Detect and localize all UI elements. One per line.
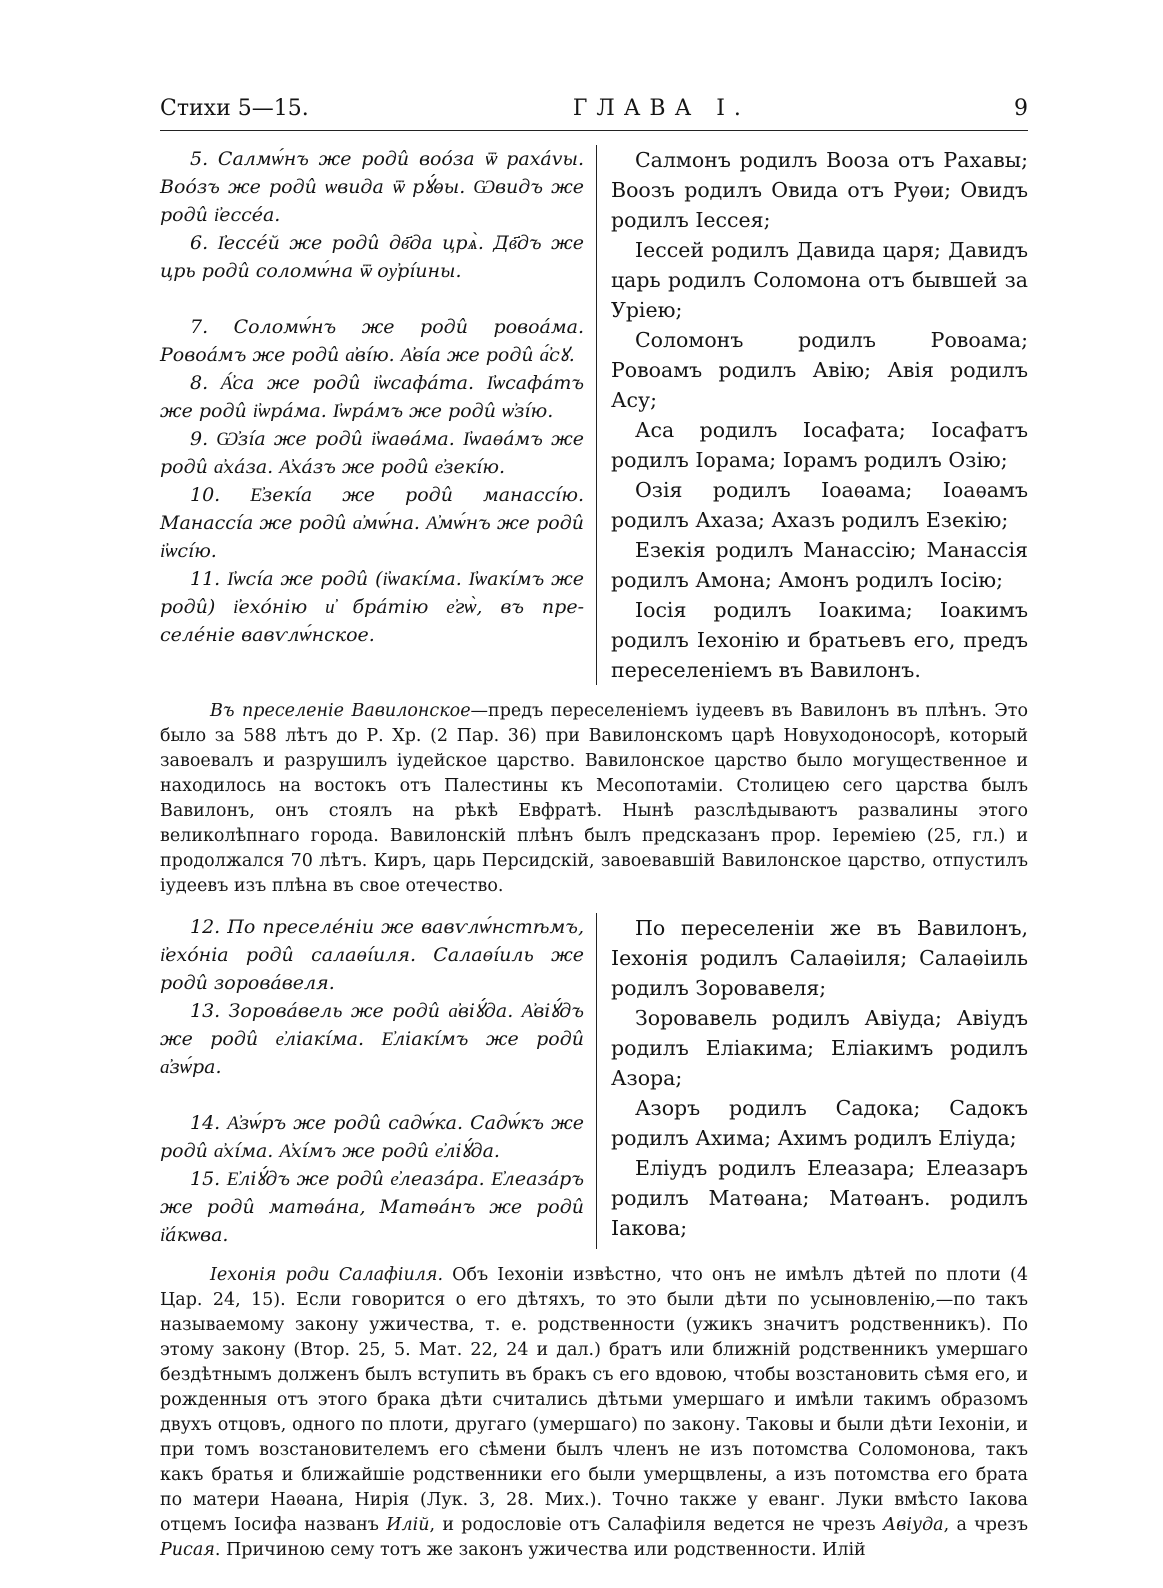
russian-verse: Азоръ родилъ Садока; Садокъ родилъ Ахима; Ахимъ родилъ Еліуда; bbox=[611, 1096, 1028, 1150]
russian-verse: Езекія родилъ Манассію; Манассія родилъ Амона; Амонъ родилъ Іосію; bbox=[611, 538, 1028, 592]
slavonic-verse: 10. Е҆зекíа же роди̂ манассі́ю. Манассíа же роди̂ а҆мѡ́на. А҆мѡ́нъ же роди̂ і҆ѡсі́ю. bbox=[160, 484, 584, 562]
commentary-text: Объ Іехоніи извѣстно, что онъ не имѣлъ дѣтей по плоти (4 Цар. 24, 15). Если говорится о его дѣтяхъ, то это были дѣти по усыновленію,—по такъ называемому закону ужичества, т. е. родственности (ужикъ значитъ родственникъ). По этому закону (Втор. 25, 5. Мат. 22, 24 и дал.) братъ или ближній родственникъ умершаго бездѣтнымъ долженъ былъ вступить въ бракъ съ его вдовою, чтобы возстановить сѣмя его, и рожденныя отъ этого брака дѣти считались дѣтьми умершаго и имѣли такимъ образомъ двухъ отцовъ, одного по плоти, другаго (умершаго) по закону. Таковы и были дѣти Іехоніи, и при томъ возстановителемъ его сѣмени былъ членъ не изъ потомства Соломонова, такъ какъ братья и ближайшіе родственники его были умерщвлены, а изъ потомства его брата по матери Наѳана, Нирія (Лук. 3, 28. Мих.). Точно также у еванг. Луки вмѣсто Іакова отцемъ Іосифа названъ bbox=[160, 1265, 1028, 1535]
commentary-text: , и родословіе отъ Салафіиля ведется не чрезъ bbox=[429, 1515, 883, 1535]
page-number: 9 bbox=[1014, 96, 1028, 121]
slavonic-column bbox=[160, 145, 597, 685]
commentary-lead: Въ преселеніе Вавилонское bbox=[210, 701, 471, 721]
russian-column bbox=[597, 145, 1028, 685]
verses-block-1 bbox=[160, 145, 1028, 685]
russian-verse: Салмонъ родилъ Вооза отъ Рахавы; Воозъ родилъ Овида отъ Руѳи; Овидъ родилъ Іессея; bbox=[611, 148, 1028, 232]
slavonic-verse: 14. А҆зѡ́ръ же роди̂ садѡ́ка. Садѡ́къ же роди̂ а҆хі́ма. А҆хі́мъ же роди̂ е҆ліꙋ́да. bbox=[160, 1112, 584, 1162]
commentary-italic: Авіуда bbox=[882, 1515, 944, 1535]
slavonic-verse: 11. І҆ѡсíа же роди̂ (і҆ѡакíма. І҆ѡакíмъ же роди̂) і҆ехóнію и҆ бра́тію е҆гѡ̀, въ пре-селе́ніе вавѵлѡ́нское. bbox=[160, 568, 584, 646]
page bbox=[160, 96, 1028, 1563]
commentary-jechoniah bbox=[160, 1263, 1028, 1563]
commentary-text: —предъ переселеніемъ іудеевъ въ Вавилонъ въ плѣнъ. Это было за 588 лѣтъ до Р. Хр. (2 Пар. 36) при Вавилонскомъ царѣ Новуходоносорѣ, который завоевалъ и разрушилъ іудейское царство. Вавилонское царство было могущественное и находилось на востокъ отъ Палестины къ Месопотаміи. Столицею сего царства былъ Вавилонъ, онъ стоялъ на рѣкѣ Евфратѣ. Нынѣ разслѣдываютъ развалины этого великолѣпнаго города. Вавилонскій плѣнъ былъ предсказанъ прор. Іереміею (25, гл.) и продолжался 70 лѣтъ. Киръ, царь Персидскій, завоевавшій Вавилонское царство, отпустилъ іудеевъ изъ плѣна въ свое отечество. bbox=[160, 701, 1028, 896]
commentary-italic: Рисая bbox=[160, 1540, 215, 1560]
header-chapter: ГЛАВА I. bbox=[572, 96, 750, 121]
slavonic-verse: 12. По преселе́ніи же вавѵлѡ́нстѣмъ, і҆ехóніа роди̂ салаѳі́иля. Салаѳі́иль же роди̂ зорова́веля. bbox=[160, 916, 584, 994]
slavonic-verse: 5. Салмѡ́нъ же роди̂ воо́за ѿ рахávы. Воо́зъ же роди̂ ѡвида ѿ рꙋ́ѳы. Ѡвидъ же роди̂ і҆ессéа. bbox=[160, 148, 584, 226]
russian-verse: Еліудъ родилъ Елеазара; Елеазаръ родилъ Матѳана; Матѳанъ. родилъ Іакова; bbox=[611, 1156, 1028, 1240]
slavonic-verse: 8. А҆́са же роди̂ і҆ѡсафáта. І҆ѡсафáтъ же роди̂ і҆ѡрáма. І҆ѡрáмъ же роди̂ ѡ҆зі́ю. bbox=[160, 372, 584, 422]
russian-verse: По переселеніи же въ Вавилонъ, Іехонія родилъ Салаѳіиля; Салаѳіиль родилъ Зоровавеля; bbox=[611, 916, 1028, 1000]
commentary-text: , а чрезъ bbox=[943, 1515, 1028, 1535]
russian-verse: Іессей родилъ Давида царя; Давидъ царь родилъ Соломона отъ бывшей за Урiею; bbox=[611, 238, 1028, 322]
slavonic-verse: 7. Соломѡ́нъ же роди̂ ровоáма. Ровоáмъ же роди̂ а҆вíю. А҆вíа же роди̂ а҆́сꙋ. bbox=[160, 316, 584, 366]
russian-column bbox=[597, 913, 1028, 1249]
header-rule bbox=[160, 130, 1028, 131]
slavonic-column bbox=[160, 913, 597, 1249]
slavonic-verse: 13. Зорова́вель же роди̂ а҆віꙋ́да. А҆віꙋ́дъ же роди̂ е҆ліакі́ма. Е҆ліакі́мъ же роди̂ а҆зѡ́ра. bbox=[160, 1000, 584, 1078]
slavonic-verse: 9. Ѡ҆зíа же роди̂ і҆ѡаѳáма. І҆ѡаѳáмъ же роди̂ а҆хáза. А҆хáзъ же роди̂ е҆зекі́ю. bbox=[160, 428, 584, 478]
slavonic-verse: 6. І҆ессéй же роди̂ дв҃да црѧ̀. Дв҃дъ же црь роди̂ соломѡ́на ѿ оу҆рі́ины. bbox=[160, 232, 584, 282]
russian-verse: Озія родилъ Іоаѳама; Іоаѳамъ родилъ Ахаза; Ахазъ родилъ Езекію; bbox=[611, 478, 1028, 532]
russian-verse: Зоровавель родилъ Авіуда; Авіудъ родилъ Еліакима; Еліакимъ родилъ Азора; bbox=[611, 1006, 1028, 1090]
russian-verse: Соломонъ родилъ Ровоама; Ровоамъ родилъ Авію; Авія родилъ Асу; bbox=[611, 328, 1028, 412]
header-verses: Стихи 5—15. bbox=[160, 96, 309, 121]
running-header bbox=[160, 96, 1028, 130]
commentary-lead: Іехонія роди Салафіиля. bbox=[210, 1265, 444, 1285]
verses-block-2 bbox=[160, 913, 1028, 1249]
russian-verse: Аса родилъ Іосафата; Іосафатъ родилъ Іорама; Іорамъ родилъ Озію; bbox=[611, 418, 1028, 472]
commentary-text: . Причиною сему тотъ же законъ ужичества или родственности. Илій bbox=[214, 1540, 866, 1560]
commentary-italic: Илій bbox=[386, 1515, 430, 1535]
slavonic-verse: 15. Е҆ліꙋ́дъ же роди̂ е҆леаза́ра. Е҆леаза́ръ же роди̂ матѳа́на, Матѳа́нъ же роди̂ і҆а́кѡва. bbox=[160, 1168, 584, 1246]
commentary-babylon bbox=[160, 699, 1028, 899]
russian-verse: Іосія родилъ Іоакима; Іоакимъ родилъ Іехонію и братьевъ его, предъ переселеніемъ въ Вавилонъ. bbox=[611, 598, 1028, 682]
